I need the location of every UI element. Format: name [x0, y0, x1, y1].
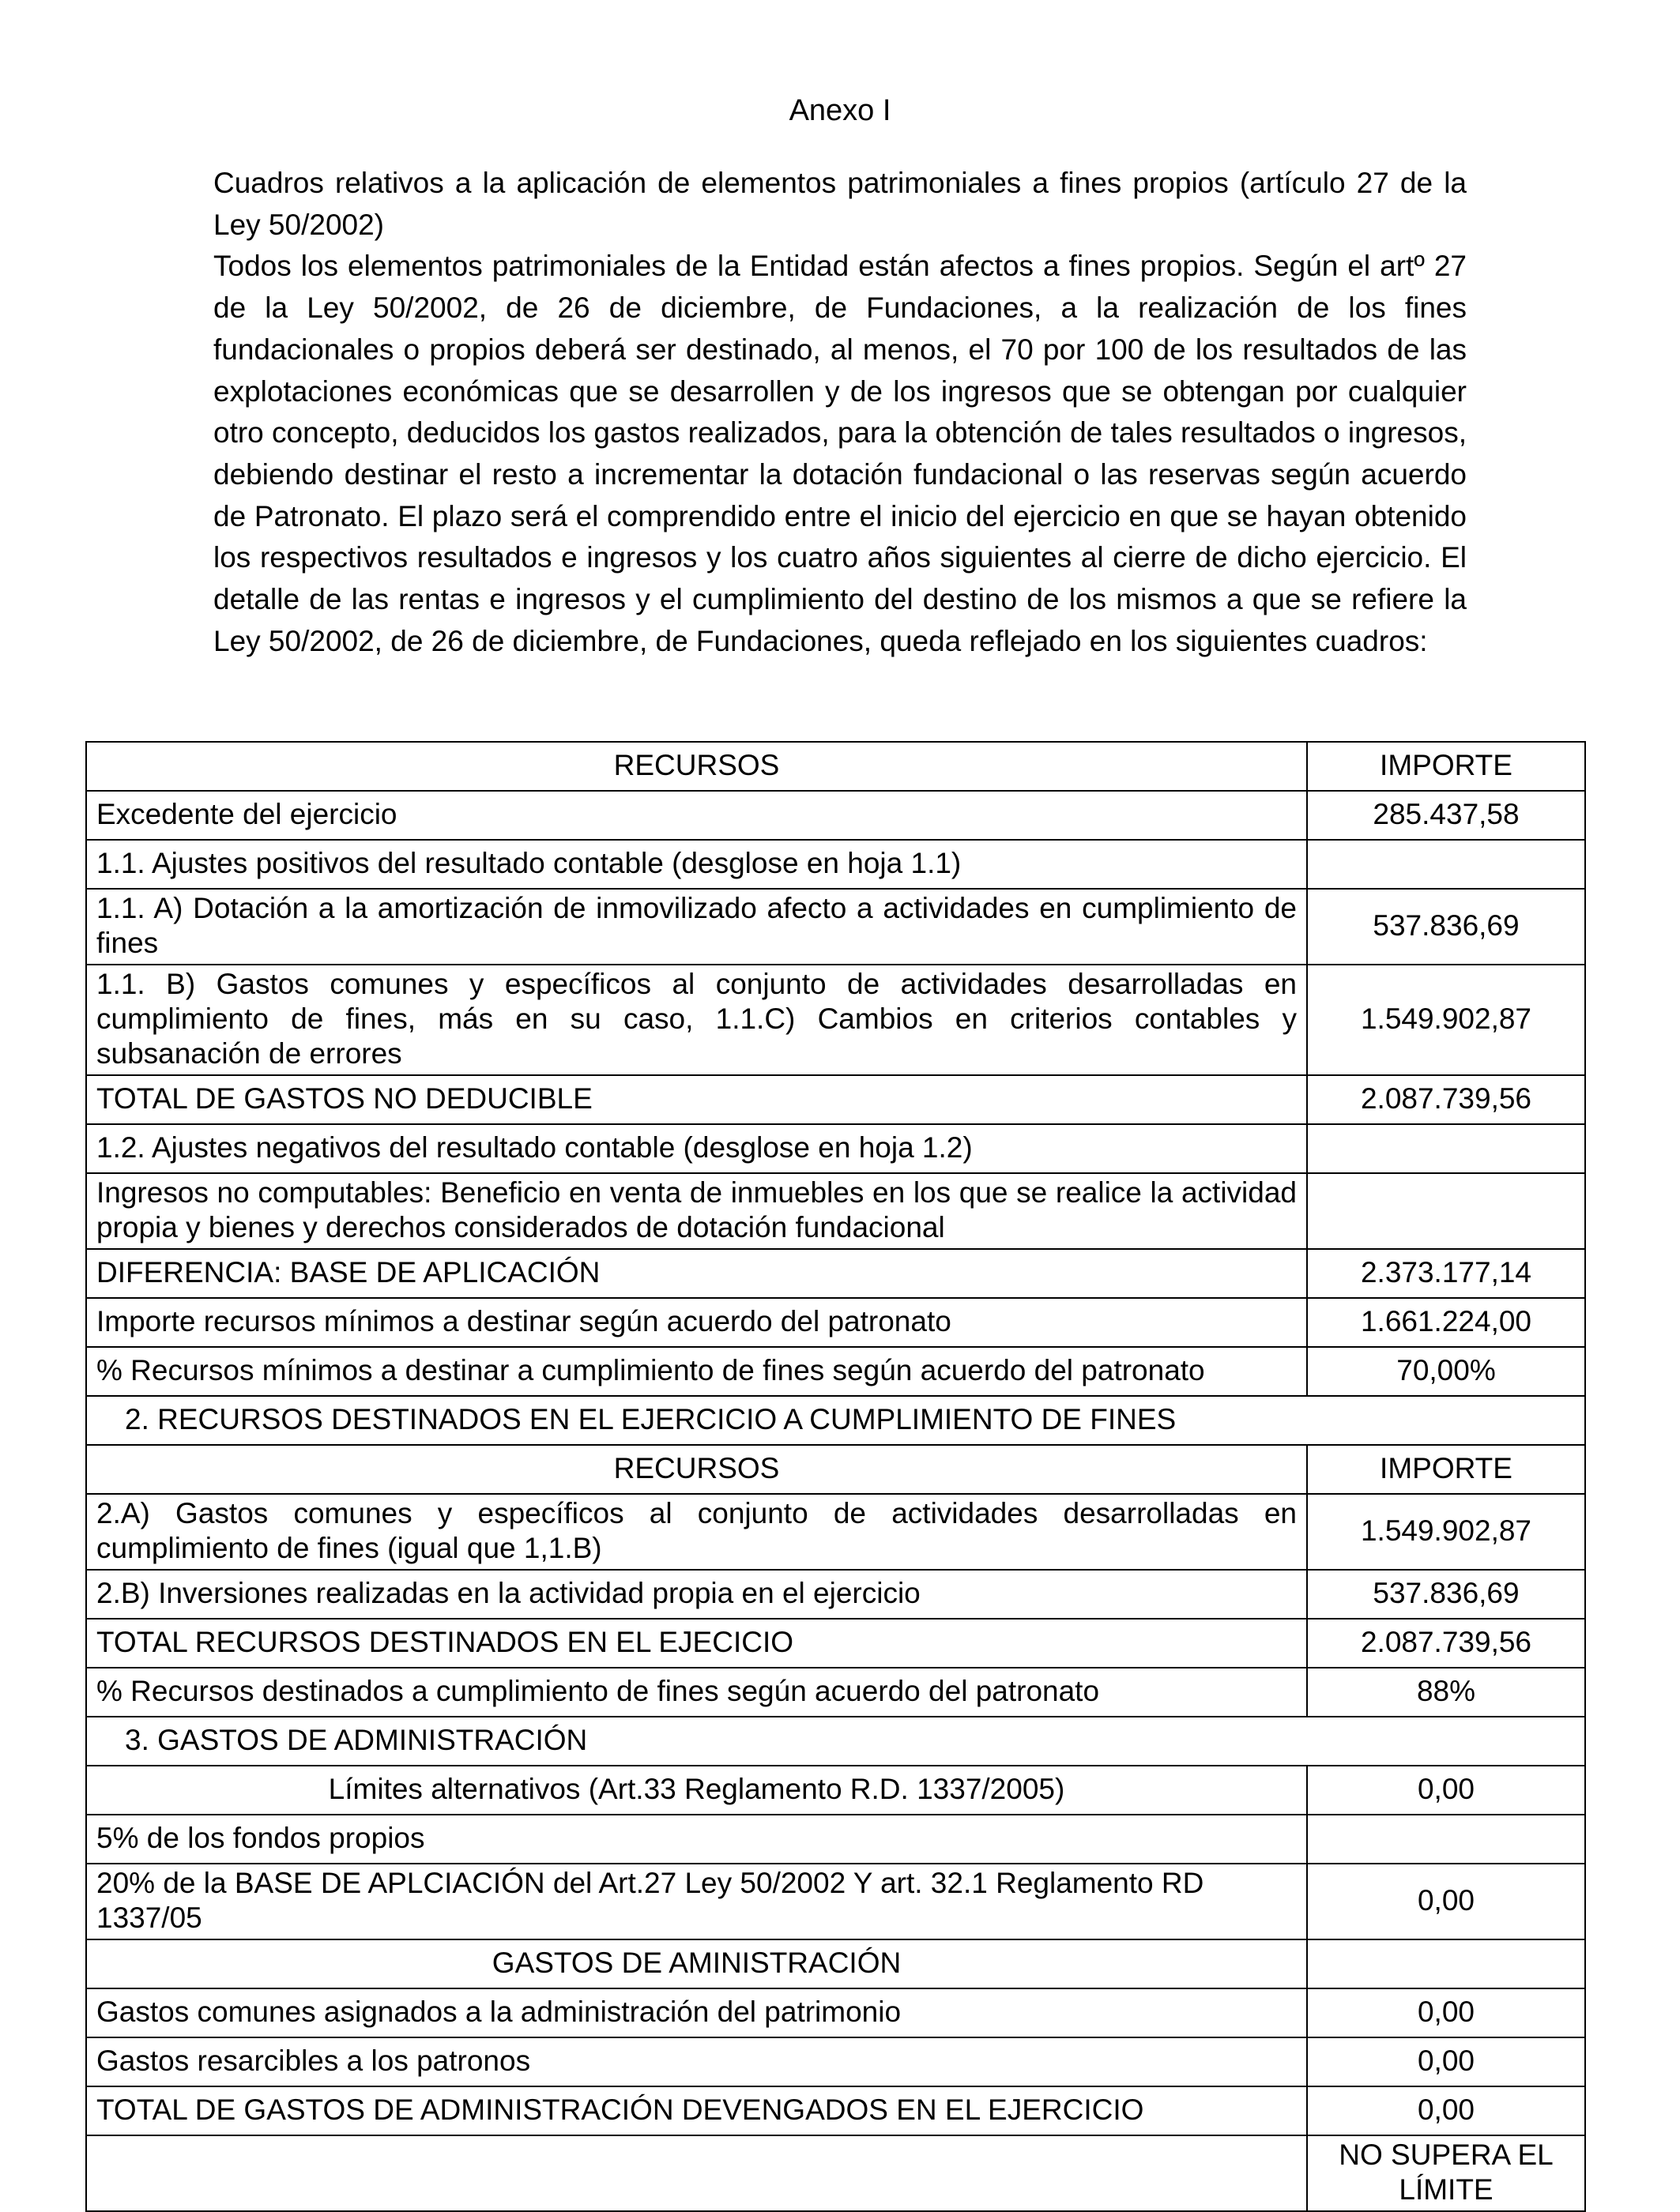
table-row — [86, 889, 1585, 965]
table-row — [86, 1249, 1585, 1298]
row-label: Importe recursos mínimos a destinar según acuerdo del patronato — [86, 1298, 1307, 1347]
header-label: RECURSOS — [86, 742, 1307, 791]
table-row — [86, 965, 1585, 1075]
row-label: TOTAL DE GASTOS DE ADMINISTRACIÓN DEVENGADOS EN EL EJERCICIO — [86, 2086, 1307, 2135]
row-label: 2.A) Gastos comunes y específicos al conjunto de actividades desarrolladas en cumplimiento de fines (igual que 1,1.B) — [86, 1494, 1307, 1570]
intro-text — [213, 163, 1467, 662]
row-amount — [1307, 1173, 1585, 1249]
row-label: 1.1. A) Dotación a la amortización de inmovilizado afecto a actividades en cumplimiento de fines — [86, 889, 1307, 965]
section-title-row — [86, 1396, 1585, 1445]
table-header-row — [86, 1939, 1585, 1988]
table-row — [86, 2135, 1585, 2211]
table-header-row — [86, 1445, 1585, 1494]
resources-table — [85, 741, 1586, 2212]
row-amount: 0,00 — [1307, 1864, 1585, 1939]
row-label: % Recursos destinados a cumplimiento de fines según acuerdo del patronato — [86, 1668, 1307, 1717]
row-label-empty — [86, 2135, 1307, 2211]
table-row — [86, 2086, 1585, 2135]
row-label: Ingresos no computables: Beneficio en venta de inmuebles en los que se realice la actividad propia y bienes y derechos considerados de dotación fundacional — [86, 1173, 1307, 1249]
row-label: TOTAL RECURSOS DESTINADOS EN EL EJECICIO — [86, 1619, 1307, 1668]
page-title: Anexo I — [789, 94, 891, 127]
row-amount: 537.836,69 — [1307, 1570, 1585, 1619]
row-amount — [1307, 1815, 1585, 1864]
header-amount: IMPORTE — [1307, 742, 1585, 791]
row-label: Gastos comunes asignados a la administración del patrimonio — [86, 1988, 1307, 2037]
row-label: Gastos resarcibles a los patronos — [86, 2037, 1307, 2086]
row-label: 5% de los fondos propios — [86, 1815, 1307, 1864]
row-label: TOTAL DE GASTOS NO DEDUCIBLE — [86, 1075, 1307, 1124]
table-row — [86, 1815, 1585, 1864]
table-row — [86, 1619, 1585, 1668]
row-amount — [1307, 1124, 1585, 1173]
table-header-row — [86, 1766, 1585, 1815]
row-label: 20% de la BASE DE APLCIACIÓN del Art.27 Ley 50/2002 Y art. 32.1 Reglamento RD 1337/05 — [86, 1864, 1307, 1939]
table-row — [86, 1173, 1585, 1249]
row-amount: 1.549.902,87 — [1307, 965, 1585, 1075]
table-row — [86, 1988, 1585, 2037]
row-amount: 0,00 — [1307, 2086, 1585, 2135]
row-amount: 0,00 — [1307, 1988, 1585, 2037]
row-amount: 88% — [1307, 1668, 1585, 1717]
row-amount: 1.549.902,87 — [1307, 1494, 1585, 1570]
table-row — [86, 1668, 1585, 1717]
intro-body: Todos los elementos patrimoniales de la Entidad están afectos a fines propios. Según el artº 27 de la Ley 50/2002, de 26 de diciembre, de Fundaciones, a la realización de los fines fundacionales o propios deberá ser destinado, al menos, el 70 por 100 de los resultados de las explotaciones económicas que se desarrollen y de los ingresos que se obtengan por cualquier otro concepto, deducidos los gastos realizados, para la obtención de tales resultados o ingresos, debiendo destinar el resto a incrementar la dotación fundacional o las reservas según acuerdo de Patronato. El plazo será el comprendido entre el inicio del ejercicio en que se hayan obtenido los respectivos resultados e ingresos y los cuatro años siguientes al cierre de dicho ejercicio. El detalle de las rentas e ingresos y el cumplimiento del destino de los mismos a que se refiere la Ley 50/2002, de 26 de diciembre, de Fundaciones, queda reflejado en los siguientes cuadros: — [213, 250, 1467, 657]
row-label: 1.2. Ajustes negativos del resultado contable (desglose en hoja 1.2) — [86, 1124, 1307, 1173]
section-title-row — [86, 1717, 1585, 1766]
section-2-title: 2. RECURSOS DESTINADOS EN EL EJERCICIO A CUMPLIMIENTO DE FINES — [86, 1396, 1585, 1445]
table-row — [86, 840, 1585, 889]
row-amount — [1307, 840, 1585, 889]
intro-heading: Cuadros relativos a la aplicación de elementos patrimoniales a fines propios (artículo 27 de la Ley 50/2002) — [213, 167, 1467, 241]
admin-expenses-header: GASTOS DE AMINISTRACIÓN — [86, 1939, 1307, 1988]
row-amount: 2.373.177,14 — [1307, 1249, 1585, 1298]
table-row — [86, 2037, 1585, 2086]
table-row — [86, 791, 1585, 840]
row-amount: 2.087.739,56 — [1307, 1075, 1585, 1124]
table-row — [86, 1864, 1585, 1939]
row-amount: 537.836,69 — [1307, 889, 1585, 965]
table-row — [86, 1570, 1585, 1619]
row-amount: 285.437,58 — [1307, 791, 1585, 840]
header-label: RECURSOS — [86, 1445, 1307, 1494]
limits-amount: 0,00 — [1307, 1766, 1585, 1815]
limits-label: Límites alternativos (Art.33 Reglamento R.D. 1337/2005) — [86, 1766, 1307, 1815]
row-amount: 2.087.739,56 — [1307, 1619, 1585, 1668]
row-amount: 70,00% — [1307, 1347, 1585, 1396]
row-label: 2.B) Inversiones realizadas en la actividad propia en el ejercicio — [86, 1570, 1307, 1619]
row-label: 1.1. B) Gastos comunes y específicos al conjunto de actividades desarrolladas en cumplimiento de fines, más en su caso, 1.1.C) Cambios en criterios contables y subsanación de errores — [86, 965, 1307, 1075]
table-row — [86, 1075, 1585, 1124]
row-label: 1.1. Ajustes positivos del resultado contable (desglose en hoja 1.1) — [86, 840, 1307, 889]
section-3-title: 3. GASTOS DE ADMINISTRACIÓN — [86, 1717, 1585, 1766]
row-label: Excedente del ejercicio — [86, 791, 1307, 840]
table-header-row — [86, 742, 1585, 791]
limit-status: NO SUPERA EL LÍMITE — [1307, 2135, 1585, 2211]
admin-expenses-header-amount — [1307, 1939, 1585, 1988]
table-row — [86, 1494, 1585, 1570]
table-row — [86, 1124, 1585, 1173]
table-row — [86, 1347, 1585, 1396]
row-amount: 1.661.224,00 — [1307, 1298, 1585, 1347]
table-row — [86, 1298, 1585, 1347]
row-label: DIFERENCIA: BASE DE APLICACIÓN — [86, 1249, 1307, 1298]
row-label: % Recursos mínimos a destinar a cumplimiento de fines según acuerdo del patronato — [86, 1347, 1307, 1396]
row-amount: 0,00 — [1307, 2037, 1585, 2086]
header-amount: IMPORTE — [1307, 1445, 1585, 1494]
